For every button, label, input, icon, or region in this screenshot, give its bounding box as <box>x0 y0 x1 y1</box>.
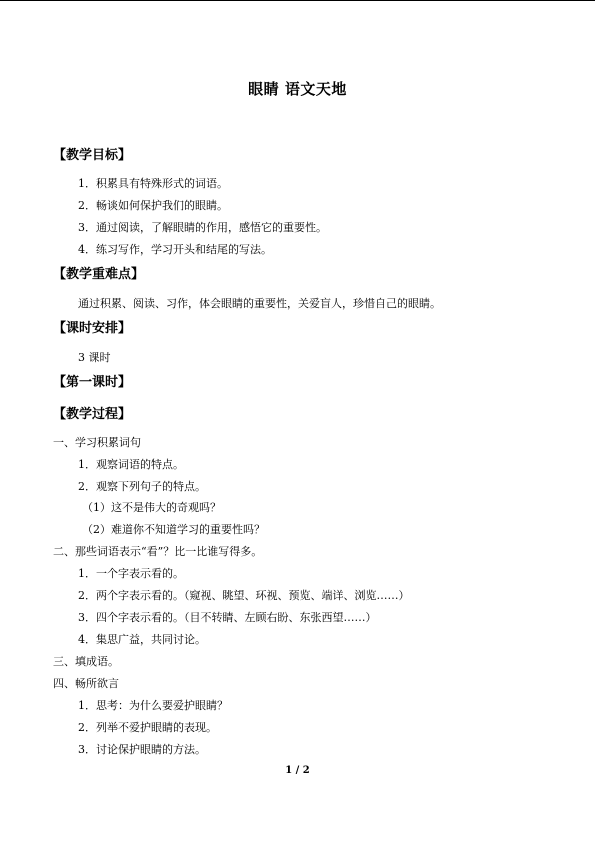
process-line-2: 1．观察词语的特点。 <box>78 458 184 471</box>
process-line-11: 三、填成语。 <box>53 655 119 668</box>
key-points-text: 通过积累、阅读、习作，体会眼睛的重要性，关爱盲人，珍惜自己的眼睛。 <box>78 297 441 310</box>
process-line-15: 3．讨论保护眼睛的方法。 <box>78 743 206 756</box>
header-rule <box>0 0 595 1</box>
goal-item-2: 2．畅谈如何保护我们的眼睛。 <box>78 199 228 212</box>
process-line-14: 2．列举不爱护眼睛的表现。 <box>78 721 217 734</box>
goal-item-3: 3．通过阅读，了解眼睛的作用，感悟它的重要性。 <box>78 221 327 234</box>
lesson1-heading: 【第一课时】 <box>53 375 132 390</box>
process-line-10: 4．集思广益，共同讨论。 <box>78 633 206 646</box>
key-points-heading: 【教学重难点】 <box>53 267 145 282</box>
process-line-3: 2．观察下列句子的特点。 <box>78 480 206 493</box>
schedule-heading: 【课时安排】 <box>53 321 132 336</box>
process-line-12: 四、畅所欲言 <box>53 677 119 690</box>
page-number: 1 / 2 <box>285 765 310 776</box>
process-line-6: 二、那些词语表示“看”？比一比谁写得多。 <box>53 545 263 558</box>
process-line-8: 2．两个字表示看的。（窥视、眺望、环视、预览、端详、浏览……） <box>78 589 410 602</box>
process-line-5: （2）难道你不知道学习的重要性吗？ <box>82 523 265 536</box>
process-line-4: （1）这不是伟大的奇观吗？ <box>82 501 221 514</box>
process-line-13: 1．思考：为什么要爱护眼睛？ <box>78 699 228 712</box>
process-line-7: 1．一个字表示看的。 <box>78 567 184 580</box>
goal-item-1: 1．积累具有特殊形式的词语。 <box>78 177 228 190</box>
goal-item-4: 4．练习写作，学习开头和结尾的写法。 <box>78 243 272 256</box>
schedule-text: 3 课时 <box>78 351 111 364</box>
process-line-9: 3．四个字表示看的。（目不转睛、左顾右盼、东张西望……） <box>78 611 377 624</box>
goals-heading: 【教学目标】 <box>53 148 132 163</box>
process-line-1: 一、学习积累词句 <box>53 436 141 449</box>
page-title: 眼睛 语文天地 <box>248 80 347 98</box>
process-heading: 【教学过程】 <box>53 407 132 422</box>
